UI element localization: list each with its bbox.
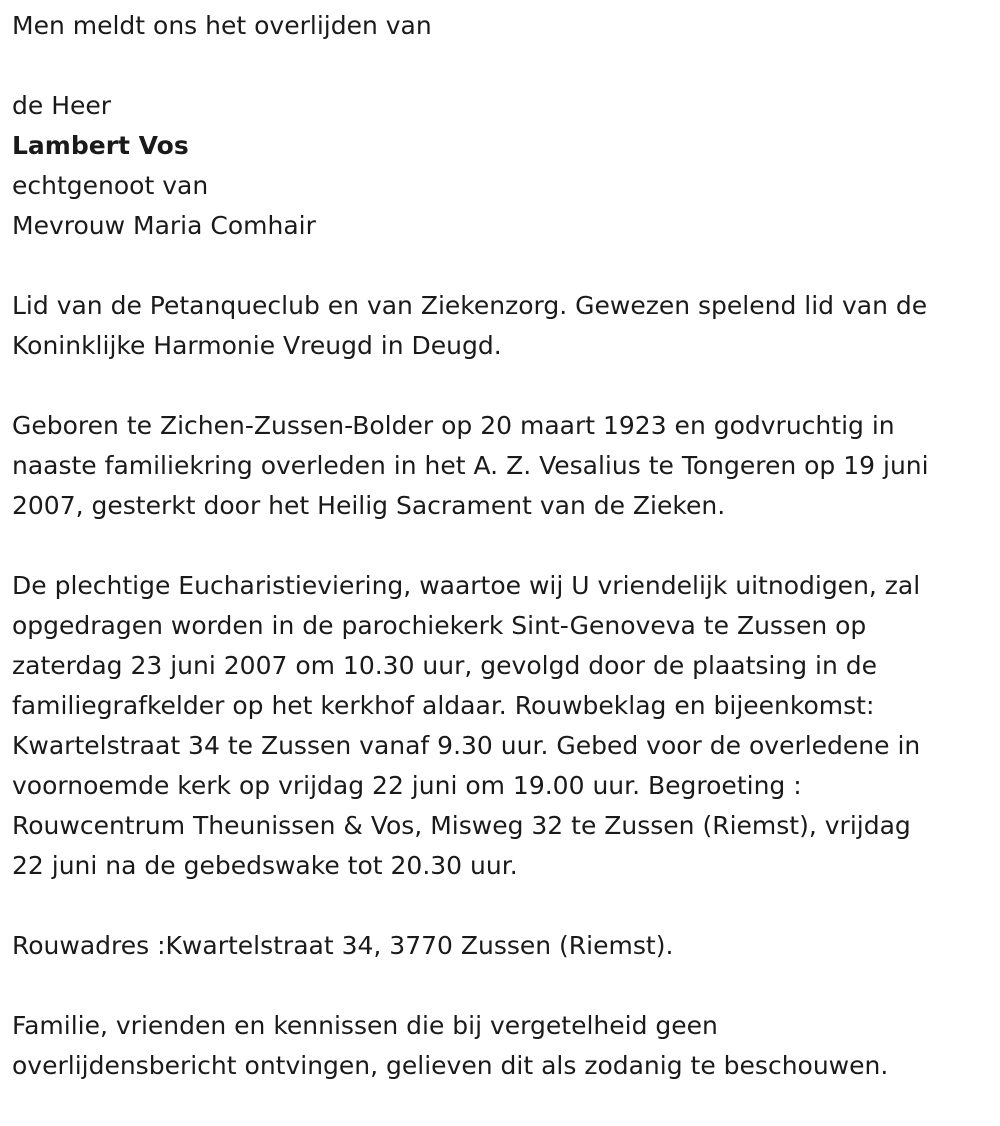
membership-line: Lid van de Petanqueclub en van Ziekenzorg. Gewezen spelend lid van de	[12, 291, 928, 320]
ceremony-paragraph	[12, 566, 988, 886]
birth-death-paragraph	[12, 406, 988, 526]
mourning-address: Rouwadres :Kwartelstraat 34, 3770 Zussen (Riemst).	[12, 931, 674, 960]
salutation-text: de Heer	[12, 91, 112, 120]
ceremony-line: De plechtige Eucharistieviering, waartoe wij U vriendelijk uitnodigen, zal	[12, 571, 921, 600]
birth-death-line: naaste familiekring overleden in het A. Z. Vesalius te Tongeren op 19 juni	[12, 451, 929, 480]
membership-paragraph	[12, 286, 988, 366]
closing-line: overlijdensbericht ontvingen, gelieven dit als zodanig te beschouwen.	[12, 1051, 889, 1080]
deceased-name: Lambert Vos	[12, 131, 189, 160]
spouse-name: Mevrouw Maria Comhair	[12, 211, 316, 240]
ceremony-line: Kwartelstraat 34 te Zussen vanaf 9.30 uur. Gebed voor de overledene in	[12, 731, 921, 760]
ceremony-line: 22 juni na de gebedswake tot 20.30 uur.	[12, 851, 518, 880]
intro-text: Men meldt ons het overlijden van	[12, 11, 432, 40]
relation-text: echtgenoot van	[12, 171, 209, 200]
ceremony-line: opgedragen worden in de parochiekerk Sint-Genoveva te Zussen op	[12, 611, 867, 640]
ceremony-line: voornoemde kerk op vrijdag 22 juni om 19.00 uur. Begroeting :	[12, 771, 802, 800]
membership-line: Koninklijke Harmonie Vreugd in Deugd.	[12, 331, 502, 360]
birth-death-line: Geboren te Zichen-Zussen-Bolder op 20 maart 1923 en godvruchtig in	[12, 411, 895, 440]
ceremony-line: familiegrafkelder op het kerkhof aldaar. Rouwbeklag en bijeenkomst:	[12, 691, 875, 720]
closing-paragraph	[12, 1006, 988, 1086]
ceremony-line: Rouwcentrum Theunissen & Vos, Misweg 32 te Zussen (Riemst), vrijdag	[12, 811, 911, 840]
closing-line: Familie, vrienden en kennissen die bij vergetelheid geen	[12, 1011, 718, 1040]
birth-death-line: 2007, gesterkt door het Heilig Sacrament van de Zieken.	[12, 491, 726, 520]
ceremony-line: zaterdag 23 juni 2007 om 10.30 uur, gevolgd door de plaatsing in de	[12, 651, 878, 680]
